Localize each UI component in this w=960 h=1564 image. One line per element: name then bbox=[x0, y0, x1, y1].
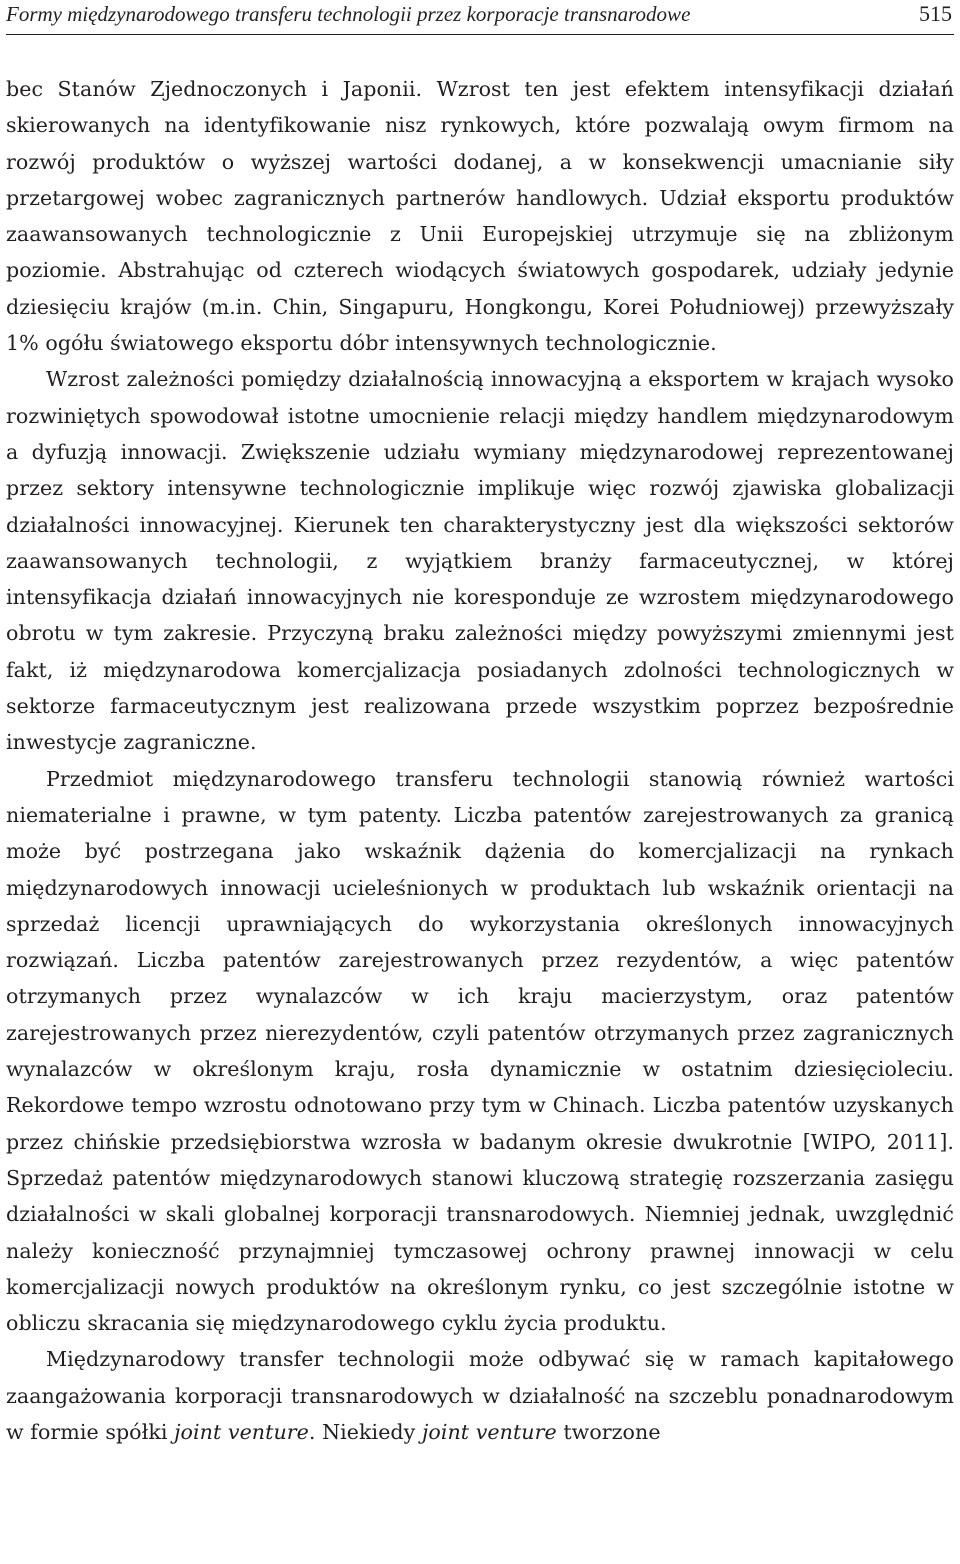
joint-venture-term-2: joint venture bbox=[421, 1419, 557, 1444]
document-page bbox=[6, 0, 954, 1450]
paragraph-3: Przedmiot międzynarodowego transferu technologii stanowią również wartości niematerialne i prawne, w tym patenty. Liczba patentów zarejestrowanych za granicą może być postrzegana jako wskaźnik dążenia do komercjalizacji na rynkach międzynarodowych innowacji ucieleśnionych w produktach lub wskaźnik orientacji na sprzedaż licencji uprawniających do wykorzystania określonych innowacyjnych rozwiązań. Liczba patentów zarejestrowanych przez rezydentów, a więc patentów otrzymanych przez wynalazców w ich kraju macierzystym, oraz patentów zarejestrowanych przez nierezydentów, czyli patentów otrzymanych przez zagranicznych wynalazców w określonym kraju, rosła dynamicznie w ostatnim dziesięcioleciu. Rekordowe tempo wzrostu odnotowano przy tym w Chinach. Liczba patentów uzyskanych przez chińskie przedsiębiorstwa wzrosła w badanym okresie dwukrotnie [WIPO, 2011]. Sprzedaż patentów międzynarodowych stanowi kluczową strategię rozszerzania zasięgu działalności w skali globalnej korporacji transnarodowych. Niemniej jednak, uwzględnić należy konieczność przynajmniej tymczasowej ochrony prawnej innowacji w celu komercjalizacji nowych produktów na określonym rynku, co jest szczególnie istotne w obliczu skracania się międzynarodowego cyklu życia produktu. bbox=[6, 766, 954, 1336]
body-text bbox=[6, 71, 954, 1450]
paragraph-1: bec Stanów Zjednoczonych i Japonii. Wzrost ten jest efektem intensyfikacji działań skierowanych na identyfikowanie nisz rynkowych, które pozwalają owym firmom na rozwój produktów o wyższej wartości dodanej, a w konsekwencji umacnianie siły przetargowej wobec zagranicznych partnerów handlowych. Udział eksportu produktów zaawansowanych technologicznie z Unii Europejskiej utrzymuje się na zbliżonym poziomie. Abstrahując od czterech wiodących światowych gospodarek, udziały jedynie dziesięciu krajów (m.in. Chin, Singapuru, Hongkongu, Korei Południowej) przewyższały 1% ogółu światowego eksportu dóbr intensywnych technologicznie. bbox=[6, 77, 954, 356]
paragraph-2: Wzrost zależności pomiędzy działalnością innowacyjną a eksportem w krajach wysoko rozwiniętych spowodował istotne umocnienie relacji między handlem międzynarodowym a dyfuzją innowacji. Zwiększenie udziału wymiany międzynarodowej reprezentowanej przez sektory intensywne technologicznie implikuje więc rozwój zjawiska globalizacji działalności innowacyjnej. Kierunek ten charakterystyczny jest dla większości sektorów zaawansowanych technologii, z wyjątkiem branży farmaceutycznej, w której intensyfikacja działań innowacyjnych nie koresponduje ze wzrostem międzynarodowego obrotu w tym zakresie. Przyczyną braku zależności między powyższymi zmiennymi jest fakt, iż międzynarodowa komercjalizacja posiadanych zdolności technologicznych w sektorze farmaceutycznym jest realizowana przede wszystkim poprzez bezpośrednie inwestycje zagraniczne. bbox=[6, 367, 954, 755]
running-header bbox=[6, 0, 954, 35]
paragraph-4-text-before: Międzynarodowy transfer technologii może odbywać się w ramach kapitałowego zaangażowania korporacji transnarodowych w działalność na szczeblu ponadnarodowym w formie spółki bbox=[6, 1347, 954, 1444]
joint-venture-term-1: joint venture bbox=[174, 1419, 309, 1444]
running-header-title: Formy międzynarodowego transferu technologii przez korporacje transnarodowe bbox=[6, 2, 691, 26]
paragraph-4 bbox=[6, 1341, 954, 1450]
paragraph-4-text-after: tworzone bbox=[556, 1419, 661, 1444]
page-number: 515 bbox=[919, 1, 952, 26]
paragraph-4-text-middle: . Niekiedy bbox=[308, 1419, 422, 1444]
